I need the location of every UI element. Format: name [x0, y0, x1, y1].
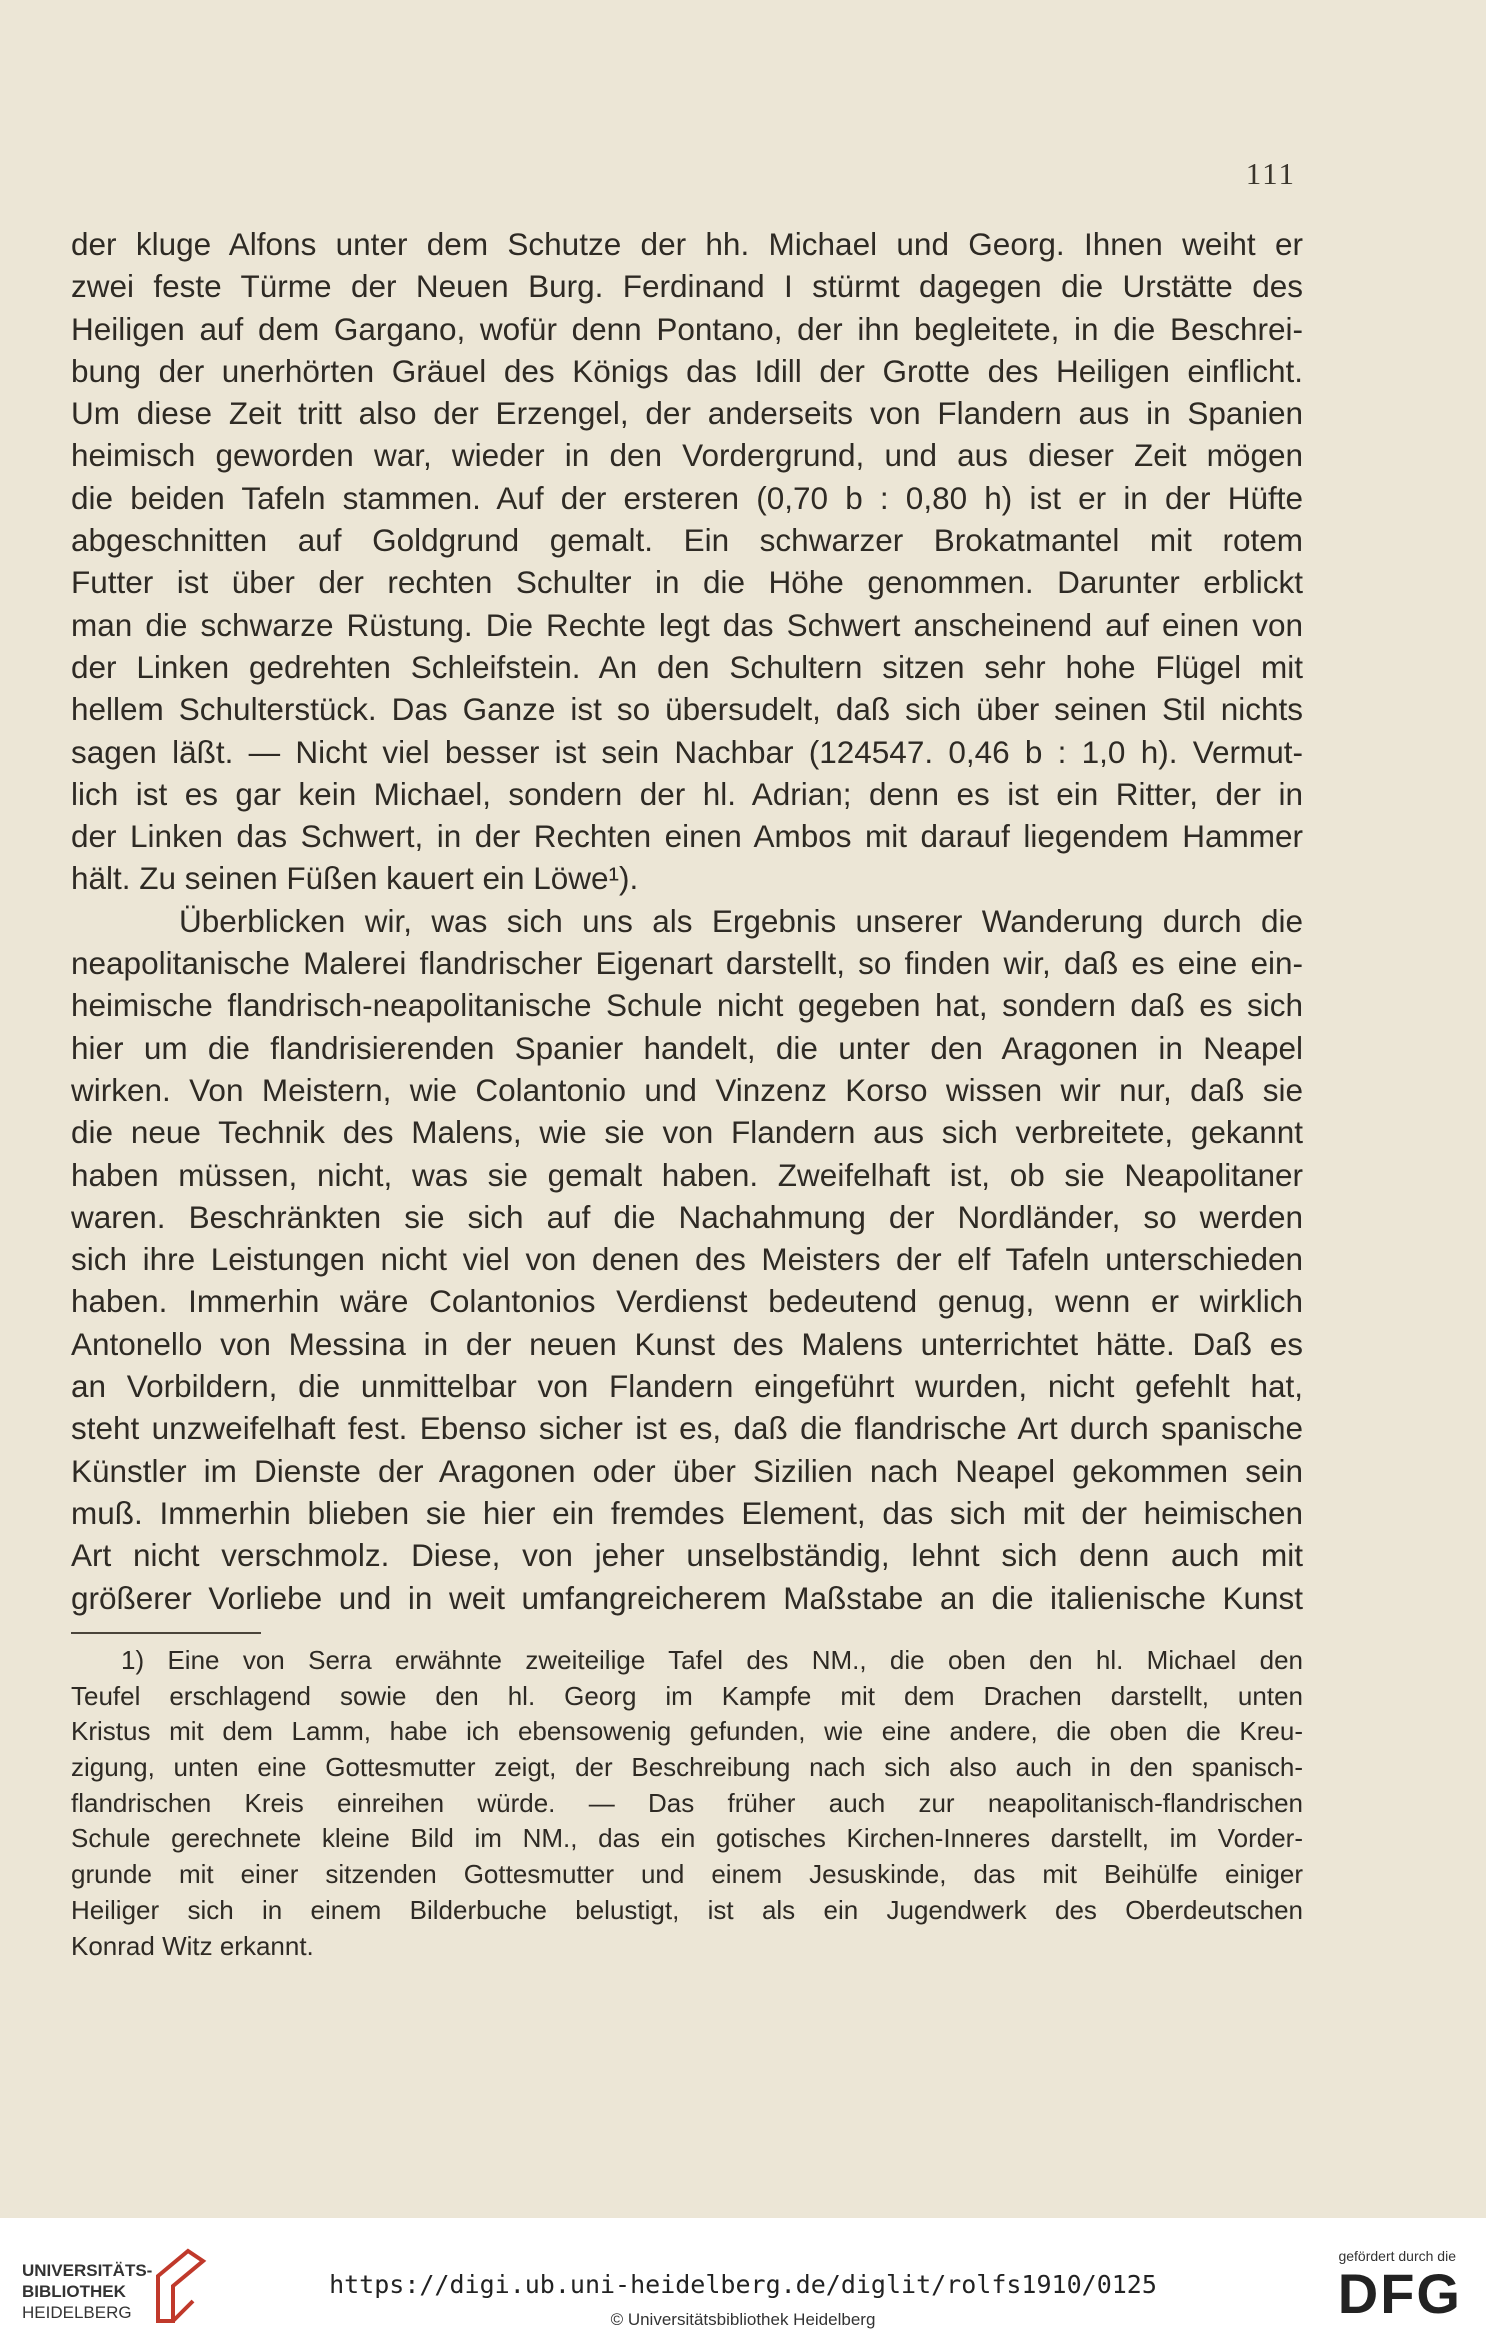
paragraph-start-line: Überblicken wir, was sich uns als Ergebnis unserer Wanderung durch die: [179, 902, 1303, 939]
body-line: heimische flandrisch-neapolitanische Schule nicht gegeben hat, sondern daß es sich: [71, 987, 1303, 1024]
body-line: steht unzweifelhaft fest. Ebenso sicher ist es, daß die flandrische Art durch spanische: [71, 1410, 1303, 1447]
logo-text-line: BIBLIOTHEK: [22, 2282, 126, 2301]
body-line: sagen läßt. — Nicht viel besser ist sein Nachbar (124547. 0,46 b : 1,0 h). Vermut-: [71, 733, 1303, 770]
logo-text-line: HEIDELBERG: [22, 2303, 132, 2322]
footnote-line: Heiliger sich in einem Bilderbuche belustigt, ist als ein Jugendwerk des Oberdeutschen: [71, 1894, 1303, 1925]
footnote-line: grunde mit einer sitzenden Gottesmutter und einem Jesuskinde, das mit Beihülfe einiger: [71, 1859, 1303, 1890]
footnote-line: Kristus mit dem Lamm, habe ich ebensowenig gefunden, wie eine andere, die oben die Kreu-: [71, 1716, 1303, 1747]
footnotes: [71, 1643, 1303, 1964]
body-line: der kluge Alfons unter dem Schutze der hh. Michael und Georg. Ihnen weiht er: [71, 226, 1303, 262]
footnote-line: zigung, unten eine Gottesmutter zeigt, der Beschreibung nach sich also auch in den spanisch-: [71, 1752, 1303, 1783]
body-line: wirken. Von Meistern, wie Colantonio und Vinzenz Korso wissen wir nur, daß sie: [71, 1071, 1303, 1108]
body-line: waren. Beschränkten sie sich auf die Nachahmung der Nordländer, so werden: [71, 1198, 1303, 1235]
body-line: größerer Vorliebe und in weit umfangreicherem Maßstabe an die italienische Kunst: [71, 1579, 1303, 1616]
body-line: zwei feste Türme der Neuen Burg. Ferdinand I stürmt dagegen die Urstätte des: [71, 268, 1303, 305]
body-line: Um diese Zeit tritt also der Erzengel, der anderseits von Flandern aus in Spanien: [71, 395, 1303, 432]
body-line: Künstler im Dienste der Aragonen oder über Sizilien nach Neapel gekommen sein: [71, 1452, 1303, 1489]
body-line: hier um die flandrisierenden Spanier handelt, die unter den Aragonen in Neapel: [71, 1029, 1303, 1066]
footnote-line: Konrad Witz erkannt.: [71, 1930, 314, 1961]
body-line: Antonello von Messina in der neuen Kunst des Malens unterrichtet hätte. Daß es: [71, 1325, 1303, 1362]
copyright-notice: © Universitätsbibliothek Heidelberg: [610, 2310, 876, 2329]
page-number: 111: [1245, 156, 1296, 191]
body-line: neapolitanische Malerei flandrischer Eigenart darstellt, so finden wir, daß es eine ein-: [71, 945, 1303, 982]
body-line: Futter ist über der rechten Schulter in die Höhe genommen. Darunter erblickt: [71, 564, 1303, 601]
body-line: haben. Immerhin wäre Colantonios Verdienst bedeutend genug, wenn er wirklich: [71, 1283, 1303, 1320]
body-line: man die schwarze Rüstung. Die Rechte legt das Schwert anscheinend auf einen von: [71, 606, 1303, 643]
body-line: Heiligen auf dem Gargano, wofür denn Pontano, der ihn begleitete, in die Beschrei-: [71, 310, 1303, 347]
body-line: Art nicht verschmolz. Diese, von jeher unselbständig, lehnt sich denn auch mit: [71, 1537, 1303, 1574]
body-line: die neue Technik des Malens, wie sie von Flandern aus sich verbreitete, gekannt: [71, 1114, 1303, 1151]
body-line: bung der unerhörten Gräuel des Königs das Idill der Grotte des Heiligen einflicht.: [71, 352, 1303, 389]
body-line: der Linken das Schwert, in der Rechten einen Ambos mit darauf liegendem Hammer: [71, 818, 1303, 855]
body-text: [71, 223, 1303, 1619]
footnote-line: 1) Eine von Serra erwähnte zweiteilige Tafel des NM., die oben den hl. Michael den: [121, 1645, 1303, 1675]
body-line: der Linken gedrehten Schleifstein. An den Schultern sitzen sehr hohe Flügel mit: [71, 648, 1303, 685]
footnote-line: Teufel erschlagend sowie den hl. Georg im Kampfe mit dem Drachen darstellt, unten: [71, 1680, 1303, 1711]
footnote-divider: [71, 1632, 261, 1634]
logo-text-line: UNIVERSITÄTS-: [22, 2261, 153, 2280]
dfg-logo[interactable]: DFG: [1337, 2262, 1462, 2325]
footnote-line: Schule gerechnete kleine Bild im NM., das ein gotisches Kirchen-Inneres darstellt, im Vorder-: [71, 1823, 1303, 1854]
body-line: lich ist es gar kein Michael, sondern der hl. Adrian; denn es ist ein Ritter, der in: [71, 775, 1303, 812]
permalink-url[interactable]: https://digi.ub.uni-heidelberg.de/diglit/rolfs1910/0125: [329, 2270, 1157, 2299]
body-line: die beiden Tafeln stammen. Auf der ersteren (0,70 b : 0,80 h) ist er in der Hüfte: [71, 479, 1303, 516]
body-line: hält. Zu seinen Füßen kauert ein Löwe¹).: [71, 860, 639, 897]
body-line: abgeschnitten auf Goldgrund gemalt. Ein schwarzer Brokatmantel mit rotem: [71, 522, 1303, 559]
footer-bar: [0, 2218, 1486, 2344]
dfg-caption: gefördert durch die: [1338, 2248, 1456, 2264]
body-line: an Vorbildern, die unmittelbar von Flandern eingeführt wurden, nicht gefehlt hat,: [71, 1368, 1303, 1405]
body-line: hellem Schulterstück. Das Ganze ist so übersudelt, daß sich über seinen Stil nichts: [71, 691, 1303, 728]
body-line: haben müssen, nicht, was sie gemalt haben. Zweifelhaft ist, ob sie Neapolitaner: [71, 1156, 1303, 1193]
body-line: sich ihre Leistungen nicht viel von denen des Meisters der elf Tafeln unterschieden: [71, 1241, 1303, 1278]
footnote-line: flandrischen Kreis einreihen würde. — Das früher auch zur neapolitanisch-flandrischen: [71, 1787, 1303, 1818]
body-line: muß. Immerhin blieben sie hier ein fremdes Element, das sich mit der heimischen: [71, 1494, 1303, 1531]
body-line: heimisch geworden war, wieder in den Vordergrund, und aus dieser Zeit mögen: [71, 437, 1303, 474]
